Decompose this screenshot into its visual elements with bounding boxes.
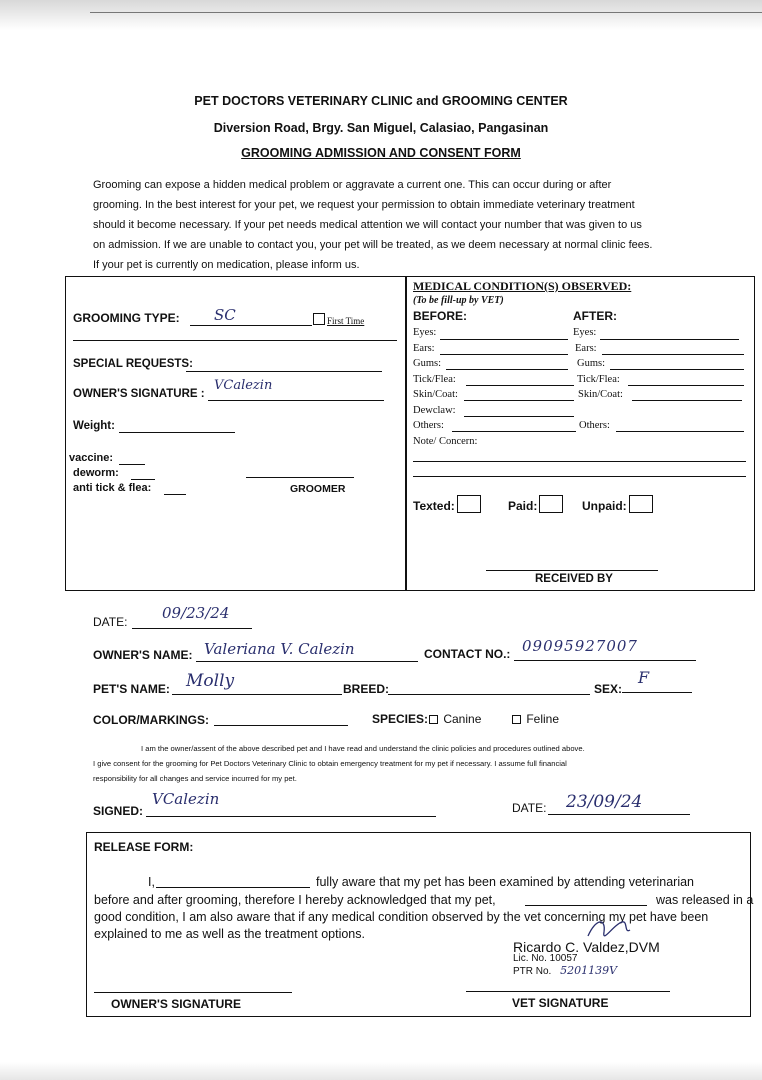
intro-line: grooming. In the best interest for your pet, we request your permission to obtain immediate veterinary treatment <box>93 199 635 211</box>
scan-edge <box>0 0 762 30</box>
deworm-label: deworm: <box>73 467 119 479</box>
before-eyes-label: Eyes: <box>413 327 437 338</box>
paid-checkbox[interactable] <box>539 495 563 513</box>
owner-signature-release-line <box>94 992 292 993</box>
intro-line: should it become necessary. If your pet needs medical attention we will contact your number that was given to us <box>93 219 642 231</box>
texted-checkbox[interactable] <box>457 495 481 513</box>
contact-line <box>514 660 696 661</box>
clinic-address: Diversion Road, Brgy. San Miguel, Calasiao, Pangasinan <box>213 121 549 135</box>
medical-title: MEDICAL CONDITION(S) OBSERVED: <box>413 279 632 293</box>
vaccine-line <box>119 464 145 465</box>
after-tick-line <box>628 385 744 386</box>
paid-field <box>508 495 563 513</box>
vaccine-label: vaccine: <box>69 452 114 464</box>
date-line <box>132 628 252 629</box>
owner-name-label: OWNER'S NAME: <box>93 648 193 662</box>
deworm-line <box>131 479 155 480</box>
release-line3: good condition, I am also aware that if any medical condition observed by the vet concerning my pet have been <box>94 910 709 924</box>
owner-name-line <box>196 661 418 662</box>
after-skin-label: Skin/Coat: <box>578 389 623 400</box>
intro-paragraph <box>93 175 703 275</box>
owner-signature-line <box>208 400 384 401</box>
feline-checkbox[interactable] <box>512 715 521 724</box>
before-ears-label: Ears: <box>413 343 435 354</box>
first-time-option <box>313 313 364 326</box>
after-others-line <box>616 431 744 432</box>
sex-value: F <box>638 668 650 687</box>
breed-label: BREED: <box>343 682 390 696</box>
before-gums-label: Gums: <box>413 358 442 369</box>
release-line1-rest: fully aware that my pet has been examined by attending veterinarian <box>316 875 695 889</box>
before-gums-line <box>446 369 568 370</box>
sex-line <box>622 692 692 693</box>
intro-line: on admission. If we are unable to contact you, your pet will be treated, as we deem necessary at normal clinic fees. <box>93 239 653 251</box>
grooming-type-line <box>190 325 312 326</box>
release-pet-line <box>525 905 647 906</box>
texted-field <box>413 495 481 513</box>
release-name-line <box>156 887 310 888</box>
owner-signature-value: VCalezin <box>214 378 273 393</box>
after-others-label: Others: <box>579 420 610 431</box>
signed-line <box>146 816 436 817</box>
vet-signature-line <box>466 991 670 992</box>
medical-subtitle: (To be fill-up by VET) <box>413 295 504 306</box>
vet-signature-label: VET SIGNATURE <box>512 996 609 1010</box>
canine-label: Canine <box>443 712 482 726</box>
date-value: 09/23/24 <box>162 604 230 622</box>
dewclaw-line <box>464 416 574 417</box>
contact-label: CONTACT NO.: <box>424 647 511 661</box>
species-label: SPECIES: <box>372 712 429 726</box>
after-skin-line <box>632 400 742 401</box>
owner-signature-label: OWNER'S SIGNATURE : <box>73 388 205 400</box>
before-eyes-line <box>440 339 568 340</box>
contact-value: 09095927007 <box>522 637 638 655</box>
release-form-box <box>86 832 754 1017</box>
consent-line: I give consent for the grooming for Pet Doctors Veterinary Clinic to obtain emergency treatment for my pet if necessary. I assume full financial <box>93 759 567 768</box>
release-line2a: before and after grooming, therefore I hereby acknowledged that my pet, <box>94 893 496 907</box>
scan-bottom-edge <box>0 1062 762 1080</box>
after-gums-label: Gums: <box>577 358 606 369</box>
signed-date-label: DATE: <box>512 801 547 815</box>
consent-line: responsibility for all changes and service incurred for my pet. <box>93 774 297 783</box>
form-title: GROOMING ADMISSION AND CONSENT FORM <box>241 146 521 160</box>
consent-line: I am the owner/assent of the above described pet and I have read and understand the clinic policies and procedures outlined above. <box>141 744 585 753</box>
before-ears-line <box>440 354 568 355</box>
before-label: BEFORE: <box>413 309 467 323</box>
signed-date-value: 23/09/24 <box>566 792 643 812</box>
release-line2b: was released in a <box>656 893 754 907</box>
signed-date-line <box>548 814 690 815</box>
weight-line <box>119 432 235 433</box>
after-gums-line <box>610 369 744 370</box>
special-requests-line <box>186 371 382 372</box>
vet-ptr-label: PTR No. <box>513 966 552 977</box>
before-skin-line <box>464 400 574 401</box>
weight-label: Weight: <box>73 420 115 432</box>
owner-name-value: Valeriana V. Calezin <box>204 640 355 658</box>
unpaid-label: Unpaid: <box>582 499 627 513</box>
clinic-name: PET DOCTORS VETERINARY CLINIC and GROOMING CENTER <box>194 94 568 108</box>
feline-label: Feline <box>526 712 560 726</box>
paid-label: Paid: <box>508 499 538 513</box>
after-eyes-line <box>600 339 739 340</box>
signed-label: SIGNED: <box>93 804 144 818</box>
vet-license: Lic. No. 10057 <box>513 953 578 964</box>
intro-line: If your pet is currently on medication, please inform us. <box>93 259 360 271</box>
vet-ptr <box>513 964 617 977</box>
pet-name-line <box>172 694 342 695</box>
signed-value: VCalezin <box>152 790 220 808</box>
color-label: COLOR/MARKINGS: <box>93 713 209 727</box>
before-others-label: Others: <box>413 420 444 431</box>
scan-edge-line <box>90 12 762 13</box>
groomer-label: GROOMER <box>290 483 346 495</box>
canine-checkbox[interactable] <box>429 715 438 724</box>
note-line-2 <box>413 476 746 477</box>
groomer-line <box>246 477 354 478</box>
grooming-type-label: GROOMING TYPE: <box>73 311 180 325</box>
unpaid-field <box>582 495 653 513</box>
unpaid-checkbox[interactable] <box>629 495 653 513</box>
before-others-line <box>452 431 576 432</box>
received-by-line <box>486 570 658 571</box>
breed-line <box>388 694 590 695</box>
antitick-label: anti tick & flea: <box>73 482 152 494</box>
sex-label: SEX: <box>594 682 623 696</box>
date-label: DATE: <box>93 615 128 629</box>
note-line-1 <box>413 461 746 462</box>
color-line <box>214 725 348 726</box>
first-time-checkbox[interactable] <box>313 313 325 325</box>
received-by-label: RECEIVED BY <box>535 573 613 585</box>
dewclaw-label: Dewclaw: <box>413 405 456 416</box>
vet-signature-scribble <box>584 914 632 948</box>
intro-line: Grooming can expose a hidden medical problem or aggravate a current one. This can occur during or after <box>93 179 612 191</box>
before-tick-line <box>466 385 574 386</box>
pet-name-label: PET'S NAME: <box>93 682 170 696</box>
canine-option <box>429 712 481 726</box>
note-label: Note/ Concern: <box>413 436 478 447</box>
feline-option <box>512 712 559 726</box>
vet-ptr-value: 5201139V <box>560 964 618 977</box>
release-i-label: I, <box>148 875 155 889</box>
grooming-type-value: SC <box>214 306 236 324</box>
antitick-line <box>164 494 186 495</box>
pet-name-value: Molly <box>186 671 235 691</box>
special-requests-label: SPECIAL REQUESTS: <box>73 358 193 370</box>
release-title: RELEASE FORM: <box>94 840 194 854</box>
after-tick-label: Tick/Flea: <box>577 374 620 385</box>
after-ears-label: Ears: <box>575 343 597 354</box>
box-divider <box>405 277 407 590</box>
first-time-label: First Time <box>327 316 365 326</box>
grooming-type-line-2 <box>73 340 397 341</box>
before-tick-label: Tick/Flea: <box>413 374 456 385</box>
after-ears-line <box>602 354 744 355</box>
owner-signature-release-label: OWNER'S SIGNATURE <box>111 997 241 1011</box>
vet-name: Ricardo C. Valdez,DVM <box>513 939 660 955</box>
release-line4: explained to me as well as the treatment options. <box>94 927 365 941</box>
before-skin-label: Skin/Coat: <box>413 389 458 400</box>
after-eyes-label: Eyes: <box>573 327 597 338</box>
after-label: AFTER: <box>573 309 617 323</box>
texted-label: Texted: <box>413 499 455 513</box>
